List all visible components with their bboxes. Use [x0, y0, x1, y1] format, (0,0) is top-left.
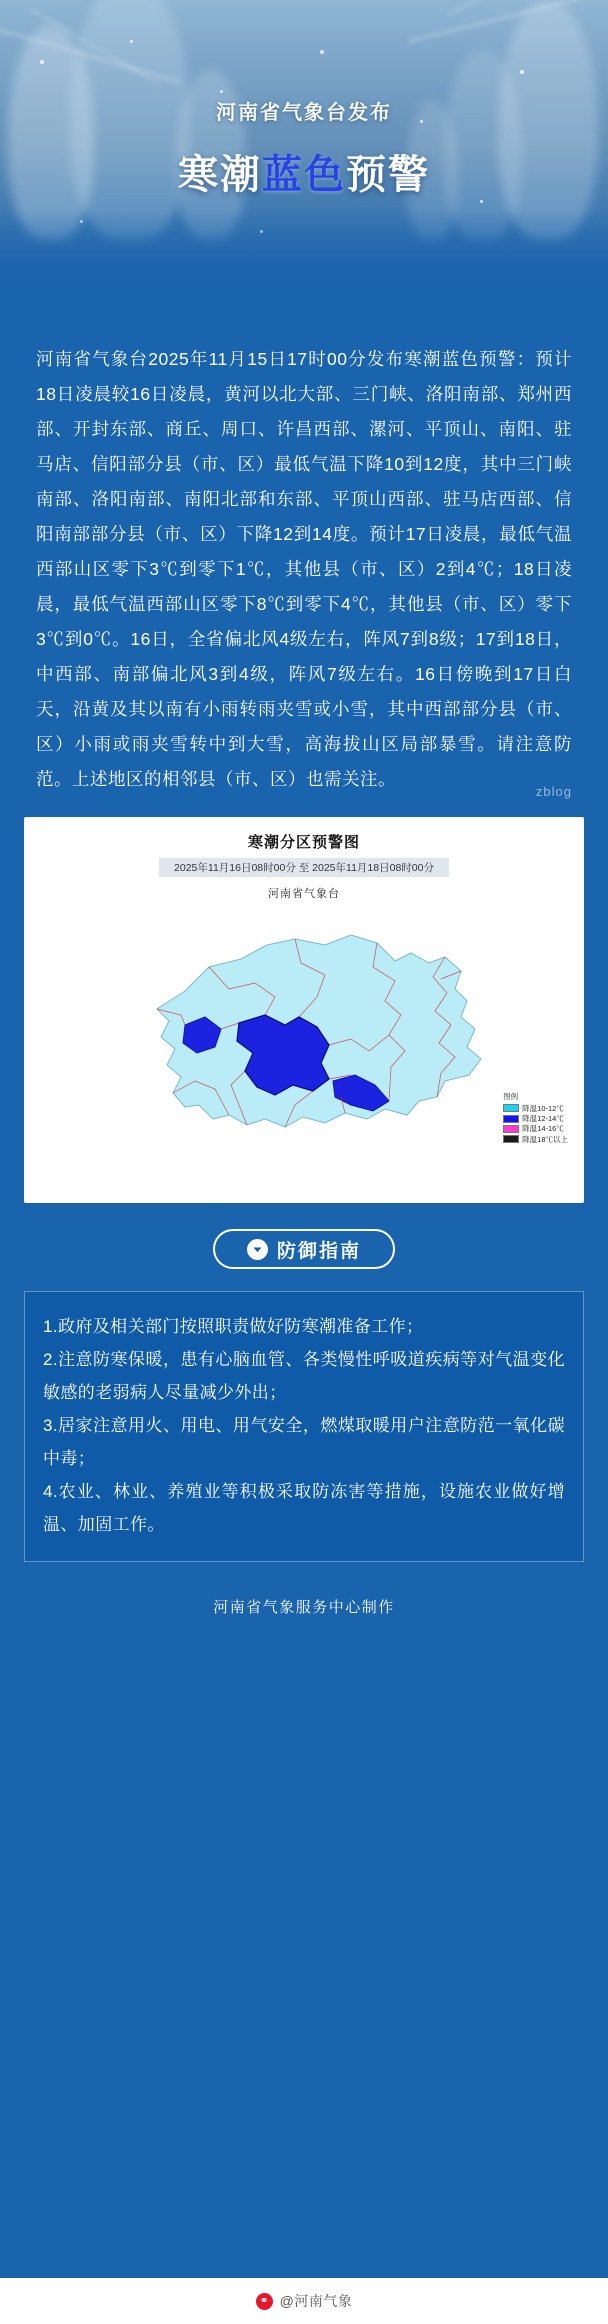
legend-item	[503, 1124, 568, 1133]
footer-bar	[0, 2278, 608, 2324]
warning-article	[0, 330, 608, 803]
map-period: 2025年11月16日08时00分 至 2025年11月18日08时00分	[159, 858, 449, 877]
warning-map-card	[24, 817, 584, 1203]
snow-dot	[130, 40, 133, 43]
map-figure	[34, 905, 574, 1187]
map-title: 寒潮分区预警图	[247, 834, 360, 851]
legend-label: 降温18℃以上	[522, 1134, 568, 1144]
legend-label: 降温10-12℃	[522, 1103, 564, 1113]
defense-guide-box	[24, 1291, 584, 1562]
henan-province-map	[89, 905, 519, 1175]
snow-dot	[320, 50, 324, 54]
snow-dot	[520, 70, 524, 74]
weibo-icon[interactable]: ⚭	[256, 2293, 273, 2310]
hero-text-block	[0, 96, 608, 200]
map-legend-title: 图例	[503, 1092, 519, 1102]
hero-title	[0, 143, 608, 200]
legend-swatch	[503, 1135, 519, 1143]
guide-item: 2.注意防寒保暖，患有心脑血管、各类慢性呼吸道疾病等对气温变化敏感的老弱病人尽量减少外出；	[43, 1350, 565, 1402]
warning-body-text: 河南省气象台2025年11月15日17时00分发布寒潮蓝色预警：预计18日凌晨较16日凌晨，黄河以北大部、三门峡、洛阳南部、郑州西部、开封东部、商丘、周口、许昌西部、漯河、平顶山、南阳、驻马店、信阳部分县（市、区）最低气温下降10到12度，其中三门峡南部、洛阳南部、南阳北部和东部、平顶山西部、驻马店西部、信阳南部部分县（市、区）下降12到14度。预计17日凌晨，最低气温西部山区零下3℃到零下1℃，其他县（市、区）2到4℃；18日凌晨，最低气温西部山区零下8℃到零下4℃，其他县（市、区）零下3℃到0℃。16日，全省偏北风4级左右，阵风7到8级；17到18日，中西部、南部偏北风3到4级，阵风7级左右。16日傍晚到17日白天，沿黄及其以南有小雨转雨夹雪或小雪，其中西部部分县（市、区）小雨或雨夹雪转中到大雪，高海拔山区局部暴雪。请注意防范。上述地区的相邻县（市、区）也需关注。	[36, 349, 572, 789]
defense-guide-label: 防御指南	[276, 1240, 361, 1262]
guide-item: 3.居家注意用火、用电、用气安全，燃煤取暖用户注意防范一氧化碳中毒；	[43, 1416, 565, 1468]
hero-gradient-overlay	[0, 210, 608, 330]
hero-title-prefix: 寒潮	[178, 153, 262, 197]
producer-credit: 河南省气象服务中心制作	[213, 1599, 395, 1616]
legend-label: 降温12-14℃	[522, 1113, 564, 1123]
map-issuer: 河南省气象台	[268, 888, 340, 900]
hero-title-suffix: 预警	[346, 153, 430, 197]
guide-item: 4.农业、林业、养殖业等积极采取防冻害等措施，设施农业做好增温、加固工作。	[43, 1482, 565, 1534]
legend-label: 降温14-16℃	[522, 1124, 564, 1134]
hero-title-highlight: 蓝色	[262, 153, 346, 197]
legend-item	[503, 1104, 568, 1113]
chevron-down-icon	[247, 1239, 268, 1260]
snow-dot	[40, 60, 44, 64]
legend-swatch	[503, 1125, 519, 1133]
defense-guide-header	[213, 1229, 395, 1269]
legend-swatch	[503, 1104, 519, 1112]
hero-banner	[0, 0, 608, 330]
map-legend	[503, 1092, 568, 1145]
legend-swatch	[503, 1115, 519, 1123]
weibo-handle[interactable]: @河南气象	[279, 2293, 353, 2309]
snow-dot	[480, 200, 483, 203]
watermark-label: zblog	[535, 784, 572, 799]
legend-item	[503, 1135, 568, 1144]
hero-subtitle: 河南省气象台发布	[216, 102, 392, 124]
legend-item	[503, 1114, 568, 1123]
snow-dot	[220, 90, 223, 93]
guide-item: 1.政府及相关部门按照职责做好防寒潮准备工作；	[43, 1317, 424, 1336]
